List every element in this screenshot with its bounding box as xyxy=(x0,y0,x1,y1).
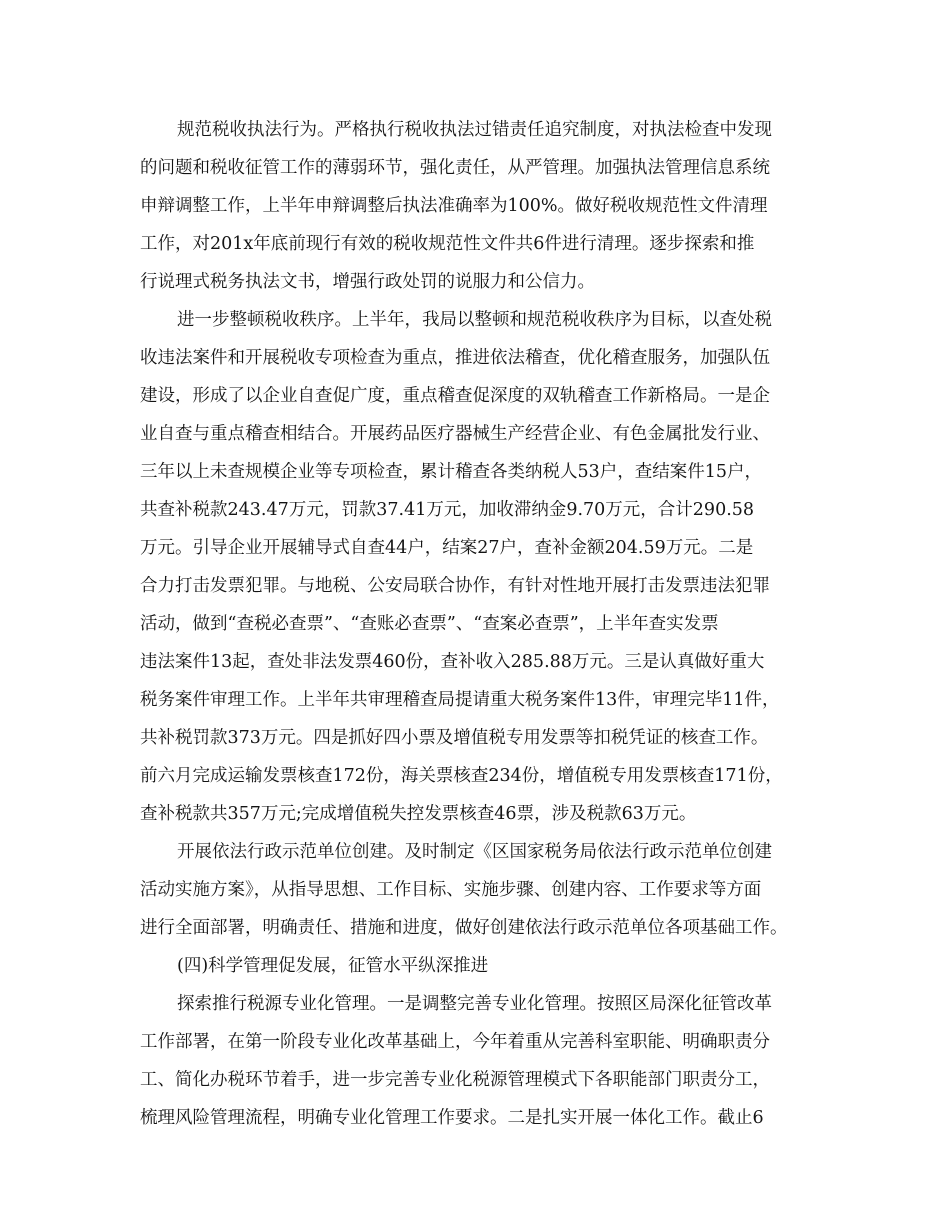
text-line: 工、简化办税环节着手，进一步完善专业化税源管理模式下各职能部门职责分工， xyxy=(140,1070,770,1090)
text-line: 进一步整顿税收秩序。上半年，我局以整顿和规范税收秩序为目标，以查处税 xyxy=(177,310,772,330)
text-line: 行说理式税务执法文书，增强行政处罚的说服力和公信力。 xyxy=(140,272,595,292)
text-line: 税务案件审理工作。上半年共审理稽查局提请重大税务案件13件，审理完毕11件， xyxy=(140,690,780,710)
text-line: 的问题和税收征管工作的薄弱环节，强化责任，从严管理。加强执法管理信息系统 xyxy=(140,158,770,178)
text-line: 建设，形成了以企业自查促广度，重点稽查促深度的双轨稽查工作新格局。一是企 xyxy=(140,386,770,406)
text-line: 梳理风险管理流程，明确专业化管理工作要求。二是扎实开展一体化工作。截止6 xyxy=(140,1108,764,1128)
text-line: 收违法案件和开展税收专项检查为重点，推进依法稽查，优化稽查服务，加强队伍 xyxy=(140,348,770,368)
text-line: 探索推行税源专业化管理。一是调整完善专业化管理。按照区局深化征管改革 xyxy=(177,994,772,1014)
text-line: 活动，做到“查税必查票”、“查账必查票”、“查案必查票”，上半年查实发票 xyxy=(140,614,719,634)
text-line: 共补税罚款373万元。四是抓好四小票及增值税专用发票等扣税凭证的核查工作。 xyxy=(140,728,769,748)
text-line: 合力打击发票犯罪。与地税、公安局联合协作，有针对性地开展打击发票违法犯罪 xyxy=(140,576,770,596)
text-line: 查补税款共357万元;完成增值税失控发票核查46票，涉及税款63万元。 xyxy=(140,804,697,824)
text-line: 规范税收执法行为。严格执行税收执法过错责任追究制度，对执法检查中发现 xyxy=(177,120,772,140)
text-line: 申辩调整工作，上半年申辩调整后执法准确率为100%。做好税收规范性文件清理 xyxy=(140,196,768,216)
text-line: 开展依法行政示范单位创建。及时制定《区国家税务局依法行政示范单位创建 xyxy=(177,842,772,862)
section-heading: (四)科学管理促发展，征管水平纵深推进 xyxy=(177,956,489,976)
text-line: 三年以上未查规模企业等专项检查，累计稽查各类纳税人53户，查结案件15户， xyxy=(140,462,763,482)
text-line: 活动实施方案》，从指导思想、工作目标、实施步骤、创建内容、工作要求等方面 xyxy=(140,880,762,900)
text-line: 工作部署，在第一阶段专业化改革基础上，今年着重从完善科室职能、明确职责分 xyxy=(140,1032,770,1052)
text-line: 业自查与重点稽查相结合。开展药品医疗器械生产经营企业、有色金属批发行业、 xyxy=(140,424,770,444)
text-line: 万元。引导企业开展辅导式自查44户，结案27户，查补金额204.59万元。二是 xyxy=(140,538,754,558)
text-line: 工作，对201x年底前现行有效的税收规范性文件共6件进行清理。逐步探索和推 xyxy=(140,234,755,254)
text-line: 违法案件13起，查处非法发票460份，查补收入285.88万元。三是认真做好重大 xyxy=(140,652,765,672)
text-line: 进行全面部署，明确责任、措施和进度，做好创建依法行政示范单位各项基础工作。 xyxy=(140,918,788,938)
text-line: 共查补税款243.47万元，罚款37.41万元，加收滞纳金9.70万元，合计290.58 xyxy=(140,500,755,520)
text-line: 前六月完成运输发票核查172份，海关票核查234份，增值税专用发票核查171份， xyxy=(140,766,783,786)
